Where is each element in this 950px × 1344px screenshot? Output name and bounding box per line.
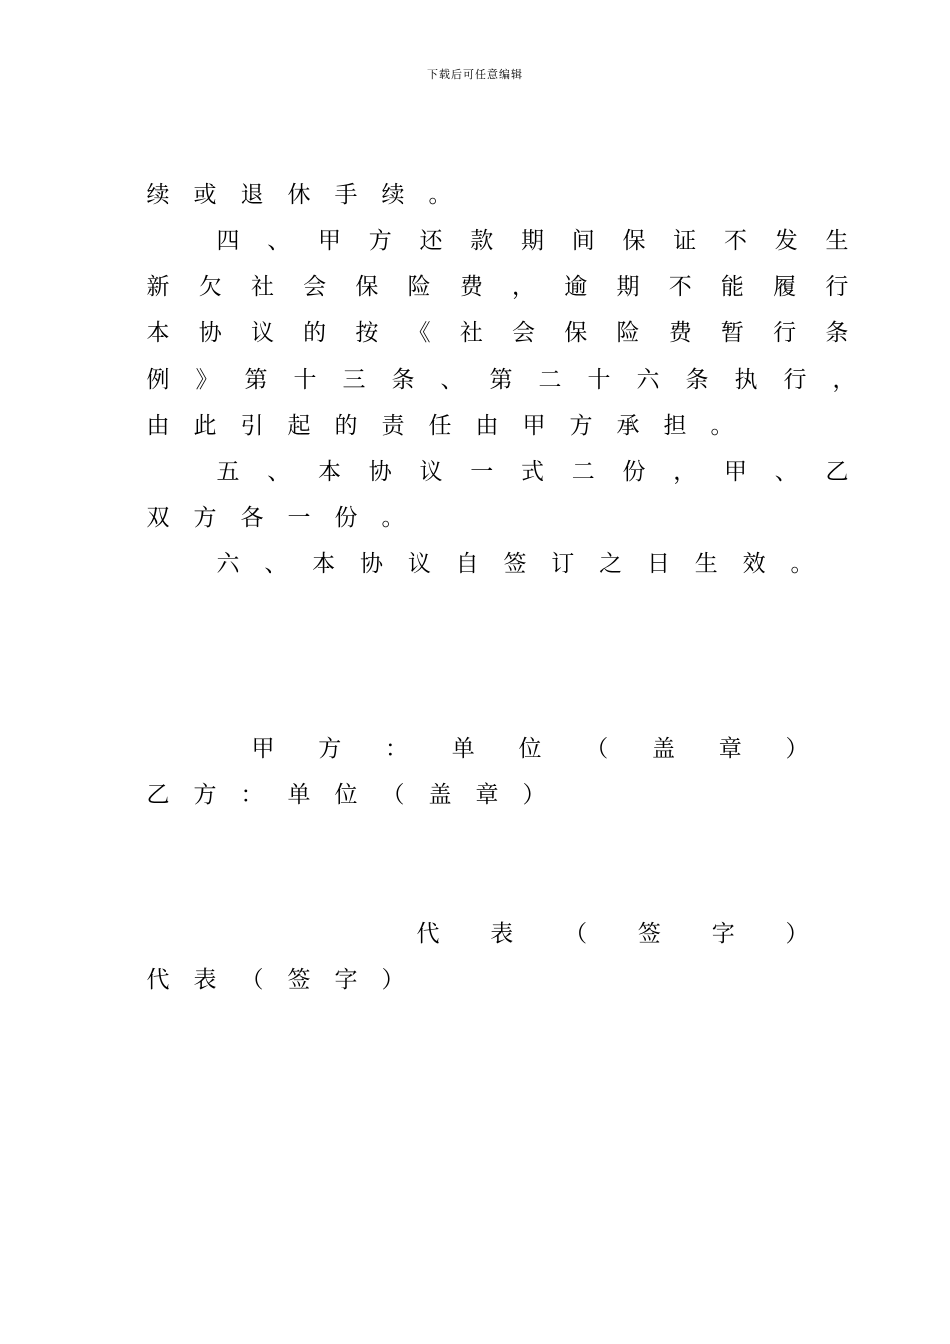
- text-char: 、: [267, 458, 291, 485]
- text-char: 十: [587, 366, 611, 393]
- text-char: 式: [521, 458, 544, 485]
- text-char: 签: [637, 920, 661, 947]
- text-char: 例: [146, 366, 170, 393]
- text-char: 的: [334, 412, 358, 439]
- text-char: 四: [216, 227, 240, 254]
- party-a-unit-line: [250, 731, 810, 761]
- text-char: 双: [146, 504, 170, 531]
- text-char: 。: [790, 550, 814, 577]
- text-char: 《: [407, 319, 431, 346]
- text-char: 会: [512, 319, 536, 346]
- text-char: 日: [646, 550, 670, 577]
- text-char: 甲: [251, 735, 275, 762]
- text-char: 生: [694, 550, 718, 577]
- body-line: [145, 408, 850, 438]
- text-char: 章: [475, 781, 499, 808]
- text-char: 之: [599, 550, 623, 577]
- text-char: 执: [734, 366, 758, 393]
- text-char: 生: [825, 227, 849, 254]
- text-char: 甲: [522, 412, 546, 439]
- text-char: 履: [773, 273, 797, 300]
- text-char: 份: [334, 504, 358, 531]
- party-b-rep-line: [145, 962, 850, 992]
- text-char: 一: [287, 504, 311, 531]
- text-char: 方: [569, 412, 593, 439]
- text-char: 六: [636, 366, 660, 393]
- text-char: 议: [407, 550, 431, 577]
- text-char: 五: [216, 458, 240, 485]
- text-char: 三: [342, 366, 366, 393]
- text-char: 由: [146, 412, 170, 439]
- text-char: 险: [616, 319, 640, 346]
- text-char: 单: [451, 735, 475, 762]
- text-char: 方: [193, 504, 217, 531]
- text-char: 第: [489, 366, 513, 393]
- text-char: 协: [198, 319, 222, 346]
- text-char: 本: [318, 458, 341, 485]
- text-char: 代: [416, 920, 440, 947]
- text-char: （: [240, 966, 264, 993]
- text-char: 担: [663, 412, 687, 439]
- text-char: 一: [470, 458, 494, 485]
- text-char: 乙: [146, 781, 170, 808]
- text-char: 行: [773, 319, 797, 346]
- text-char: 行: [783, 366, 807, 393]
- text-char: 方: [193, 781, 217, 808]
- party-b-unit-line: [145, 777, 850, 807]
- text-char: 按: [355, 319, 379, 346]
- text-char: 还: [419, 227, 443, 254]
- text-char: 议: [419, 458, 443, 485]
- text-char: 手: [334, 181, 358, 208]
- text-char: 间: [571, 227, 595, 254]
- body-line: [215, 546, 815, 576]
- text-char: 六: [216, 550, 240, 577]
- text-char: ）: [522, 781, 546, 808]
- text-char: 位: [518, 735, 542, 762]
- text-char: 费: [668, 319, 692, 346]
- text-char: 、: [267, 227, 291, 254]
- text-char: 责: [381, 412, 405, 439]
- text-char: 休: [287, 181, 311, 208]
- text-char: 由: [475, 412, 499, 439]
- text-char: 起: [287, 412, 311, 439]
- text-char: 逾: [564, 273, 588, 300]
- text-char: ）: [381, 966, 405, 993]
- text-char: 盖: [428, 781, 452, 808]
- text-char: 任: [428, 412, 452, 439]
- text-char: 乙: [825, 458, 849, 485]
- text-char: （: [564, 920, 588, 947]
- text-char: 此: [193, 412, 217, 439]
- text-char: ，: [832, 366, 856, 393]
- text-char: 费: [459, 273, 483, 300]
- text-char: 退: [240, 181, 264, 208]
- text-char: 签: [287, 966, 311, 993]
- text-char: 保: [622, 227, 646, 254]
- body-line: [145, 177, 850, 207]
- text-char: 社: [459, 319, 483, 346]
- text-char: 章: [718, 735, 742, 762]
- page-header: 下载后可任意编辑: [427, 68, 523, 81]
- text-char: 二: [538, 366, 562, 393]
- body-line: [215, 454, 850, 484]
- text-char: 续: [146, 181, 170, 208]
- text-char: 字: [711, 920, 735, 947]
- text-char: 行: [825, 273, 849, 300]
- text-char: （: [585, 735, 609, 762]
- text-char: 协: [368, 458, 392, 485]
- text-char: 会: [303, 273, 327, 300]
- text-char: 续: [381, 181, 405, 208]
- text-char: 引: [240, 412, 264, 439]
- body-line: [145, 362, 857, 392]
- text-char: 方: [368, 227, 392, 254]
- text-char: 。: [381, 504, 405, 531]
- text-char: ，: [512, 273, 536, 300]
- text-char: 险: [407, 273, 431, 300]
- text-char: 甲: [318, 227, 341, 254]
- text-char: 条: [685, 366, 709, 393]
- text-char: 本: [312, 550, 336, 577]
- text-char: 方: [318, 735, 342, 762]
- text-char: 期: [616, 273, 640, 300]
- text-char: 或: [193, 181, 217, 208]
- text-char: 本: [146, 319, 170, 346]
- text-char: 协: [359, 550, 383, 577]
- text-char: 盖: [652, 735, 675, 762]
- text-char: 表: [193, 966, 217, 993]
- text-char: 订: [551, 550, 575, 577]
- text-char: 份: [622, 458, 646, 485]
- text-char: 承: [616, 412, 640, 439]
- text-char: ）: [785, 920, 809, 947]
- text-char: 。: [428, 181, 452, 208]
- text-char: 不: [668, 273, 692, 300]
- text-char: 欠: [198, 273, 222, 300]
- text-char: 不: [724, 227, 747, 254]
- text-char: 代: [146, 966, 170, 993]
- text-char: 效: [742, 550, 766, 577]
- text-char: 新: [146, 273, 170, 300]
- text-char: 位: [334, 781, 358, 808]
- text-char: 》: [195, 366, 219, 393]
- party-a-rep-line: [415, 916, 810, 946]
- body-line: [145, 269, 850, 299]
- text-char: 条: [391, 366, 415, 393]
- text-char: 签: [503, 550, 527, 577]
- text-char: 保: [355, 273, 379, 300]
- text-char: 、: [264, 550, 288, 577]
- text-char: 字: [334, 966, 358, 993]
- text-char: 、: [440, 366, 464, 393]
- text-char: 十: [293, 366, 317, 393]
- text-char: 第: [244, 366, 268, 393]
- text-char: 表: [490, 920, 514, 947]
- text-char: 自: [455, 550, 479, 577]
- text-char: 二: [571, 458, 595, 485]
- text-char: 、: [774, 458, 798, 485]
- body-line: [145, 500, 850, 530]
- text-char: 保: [564, 319, 588, 346]
- text-char: ：: [385, 735, 408, 762]
- text-char: 社: [250, 273, 274, 300]
- text-char: ）: [785, 735, 809, 762]
- text-char: 证: [673, 227, 697, 254]
- text-char: 能: [720, 273, 744, 300]
- body-line: [215, 223, 850, 253]
- text-char: ，: [673, 458, 697, 485]
- text-char: 发: [774, 227, 798, 254]
- text-char: （: [381, 781, 405, 808]
- text-char: 甲: [724, 458, 747, 485]
- text-char: 款: [470, 227, 494, 254]
- text-char: 期: [521, 227, 544, 254]
- text-char: 的: [303, 319, 327, 346]
- body-line: [145, 315, 850, 345]
- text-char: ：: [240, 781, 264, 808]
- text-char: 。: [710, 412, 734, 439]
- text-char: 各: [240, 504, 264, 531]
- text-char: 条: [825, 319, 849, 346]
- text-char: 单: [287, 781, 311, 808]
- text-char: 暂: [720, 319, 744, 346]
- text-char: 议: [250, 319, 274, 346]
